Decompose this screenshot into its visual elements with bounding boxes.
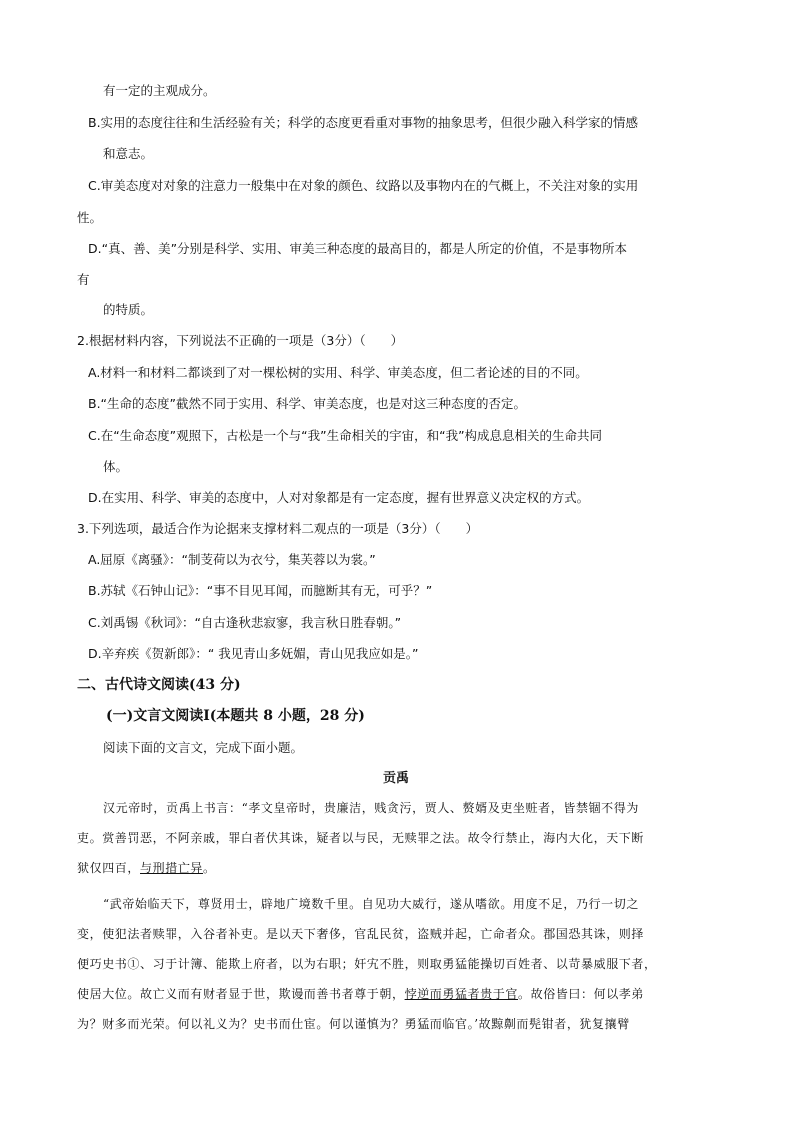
q1-option-d-line2: 有	[77, 272, 90, 287]
q1-option-b-line1: B.实用的态度往往和生活经验有关；科学的态度更看重对事物的抽象思考，但很少融入科学家的情感	[88, 115, 639, 130]
q3-option-b: B.苏轼《石钟山记》：“事不目见耳闻，而臆断其有无，可乎？”	[88, 583, 433, 598]
passage-p1-line3	[77, 859, 216, 877]
q3-option-a: A.屈原《离骚》：“制芰荷以为衣兮，集芙蓉以为裳。”	[88, 552, 376, 567]
underlined-phrase-2: 悖逆而勇猛者贵于官	[404, 987, 519, 1001]
q1-option-d-line1: D.“真、善、美”分别是科学、实用、审美三种态度的最高目的，都是人所定的价值，不是事物所本	[88, 241, 628, 256]
passage-p1-line1: 汉元帝时，贡禹上书言：“孝文皇帝时，贵廉洁，贱贪污，贾人、赘婿及吏坐赃者，皆禁锢不得为	[103, 801, 639, 815]
reading-instruction: 阅读下面的文言文，完成下面小题。	[103, 740, 304, 755]
q2-option-d: D.在实用、科学、审美的态度中，人对对象都是有一定态度，握有世界意义决定权的方式。	[88, 490, 590, 505]
underlined-phrase-1: 与刑措亡异	[140, 861, 204, 875]
passage-p2-line2: 变，使犯法者赎罪，入谷者补吏。是以天下奢侈，官乱民贫，盗贼并起，亡命者众。郡国恐其诛，则择	[77, 927, 645, 941]
q3-option-d: D.辛弃疾《贺新郎》：“ 我见青山多妩媚，青山见我应如是。”	[88, 646, 419, 661]
passage-p2-line4-start: 使居大位。故亡义而有财者显于世，欺谩而善书者尊于朝，	[77, 987, 405, 1001]
q2-option-b: B.“生命的态度”截然不同于实用、科学、审美态度，也是对这三种态度的否定。	[88, 396, 527, 411]
passage-p1-line3-start: 狱仅四百，	[77, 861, 141, 875]
passage-title: 贡禹	[383, 771, 410, 786]
q1-option-c-line2: 性。	[77, 210, 103, 225]
q2-option-a: A.材料一和材料二都谈到了对一棵松树的实用、科学、审美态度，但二者论述的目的不同。	[88, 365, 588, 380]
q1-option-c-line1: C.审美态度对对象的注意力一般集中在对象的颜色、纹路以及事物内在的气概上，不关注对象的实用	[88, 178, 639, 193]
section-heading: 二、古代诗文阅读(43 分)	[77, 677, 241, 693]
passage-p1-line3-end: 。	[203, 861, 216, 875]
q1-option-b-line2: 和意志。	[103, 146, 154, 161]
q1-option-d-line3: 的特质。	[103, 302, 154, 317]
q2-option-c-line1: C.在“生命态度”观照下，古松是一个与“我”生命相关的宇宙，和“我”构成息息相关的生命共同	[88, 428, 603, 443]
passage-p2-line4	[77, 985, 644, 1003]
q3-option-c: C.刘禹锡《秋词》：“自古逢秋悲寂寥，我言秋日胜春朝。”	[88, 615, 402, 630]
q3-stem: 3.下列选项，最适合作为论据来支撑材料二观点的一项是（3分）（ ）	[77, 521, 479, 536]
q2-stem: 2.根据材料内容，下列说法不正确的一项是（3分）（ ）	[77, 333, 404, 348]
passage-p2-line1: “武帝始临天下，尊贤用士，辟地广境数千里。自见功大威行，遂从嗜欲。用度不足，乃行一切之	[103, 897, 639, 911]
passage-p2-line5: 为？财多而光荣。何以礼义为？史书而仕宦。何以谨慎为？勇猛而临官。’故黥劓而髡钳者，犹复攘臂	[77, 1017, 630, 1031]
passage-p2-line3: 便巧史书①、习于计簿、能欺上府者，以为右职；奸宄不胜，则取勇猛能操切百姓者、以苛暴威服下者，	[77, 957, 657, 971]
q2-option-c-line2: 体。	[103, 459, 129, 474]
passage-p1-line2: 吏。赏善罚恶，不阿亲戚，罪白者伏其诛，疑者以与民，无赎罪之法。故令行禁止，海内大化，天下断	[77, 831, 645, 845]
passage-p2-line4-end: 。故俗皆曰：何以孝弟	[518, 987, 645, 1001]
q1-option-a-tail: 有一定的主观成分。	[103, 83, 216, 98]
subsection-heading: (一)文言文阅读Ⅰ(本题共 8 小题，28 分)	[106, 708, 365, 724]
